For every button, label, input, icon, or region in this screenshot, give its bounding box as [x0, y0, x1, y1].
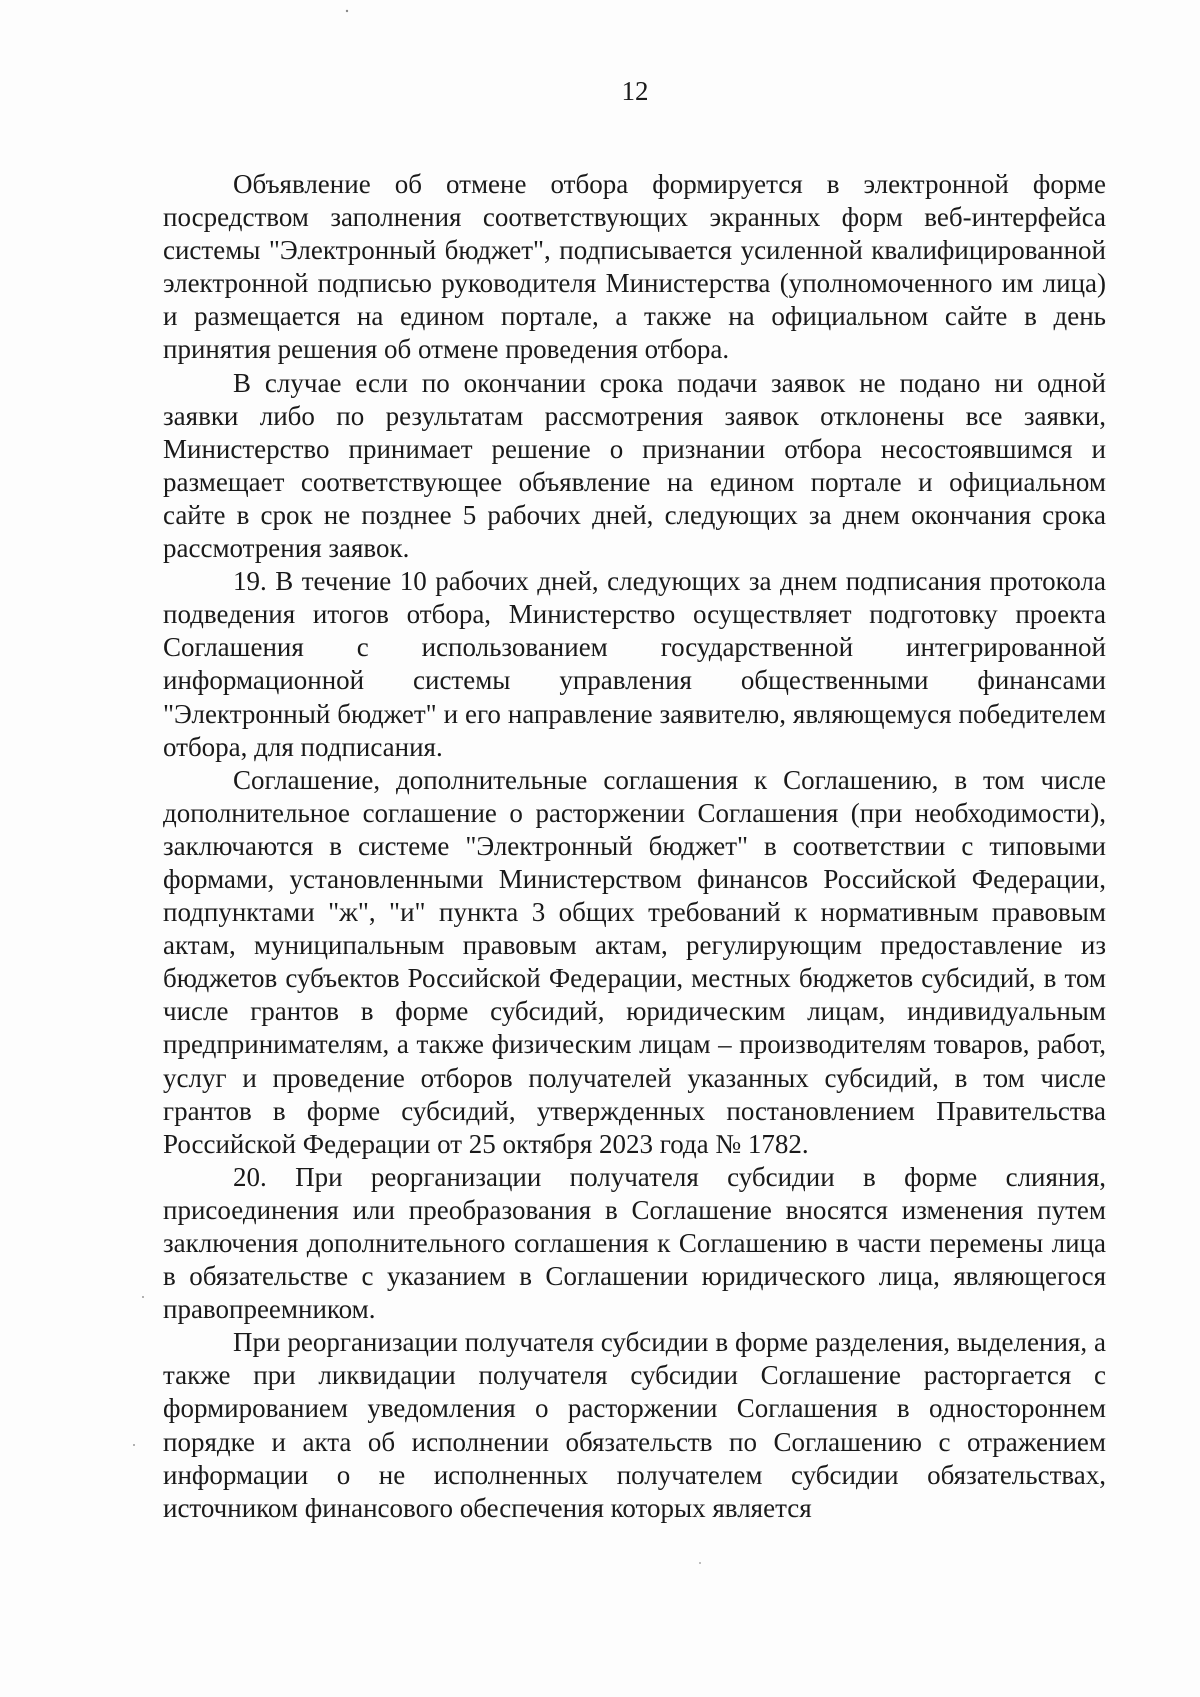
paragraph-item-20: 20. При реорганизации получателя субсидии в форме слияния, присоединения или преобразования в Соглашение вносятся изменения путем заключения дополнительного соглашения к Соглашению в части перемены лица в обязательстве с указанием в Соглашении юридического лица, являющегося правопреемником.	[163, 1161, 1106, 1325]
paragraph-cancel-announcement: Объявление об отмене отбора формируется в электронной форме посредством заполнения соответствующих экранных форм веб-интерфейса системы "Электронный бюджет", подписывается усиленной квалифицированной электронной подписью руководителя Министерства (уполномоченного им лица) и размещается на едином портале, а также на официальном сайте в день принятия решения об отмене проведения отбора.	[163, 169, 1106, 365]
document-body	[163, 168, 1106, 1525]
paragraph-failed-selection: В случае если по окончании срока подачи заявок не подано ни одной заявки либо по результатам рассмотрения заявок отклонены все заявки, Министерство принимает решение о признании отбора несостоявшимся и размещает соответствующее объявление на едином портале и официальном сайте в срок не позднее 5 рабочих дней, следующих за днем окончания срока рассмотрения заявок.	[163, 367, 1106, 564]
page-number: 12	[621, 76, 649, 106]
paragraph-reorganization-termination: При реорганизации получателя субсидии в форме разделения, выделения, а также при ликвидации получателя субсидии Соглашение расторгается с формированием уведомления о расторжении Соглашения в одностороннем порядке и акта об исполнении обязательств по Соглашению с отражением информации о не исполненных получателем субсидии обязательствах, источником финансового обеспечения которых является	[163, 1327, 1106, 1523]
paragraph-item-19: 19. В течение 10 рабочих дней, следующих за днем подписания протокола подведения итогов отбора, Министерство осуществляет подготовку проекта Соглашения с использованием государственной интегрированной информационной системы управления общественными финансами "Электронный бюджет" и его направление заявителю, являющемуся победителем отбора, для подписания.	[163, 566, 1106, 762]
paragraph-agreement-conclusion: Соглашение, дополнительные соглашения к Соглашению, в том числе дополнительное соглашение о расторжении Соглашения (при необходимости), заключаются в системе "Электронный бюджет" в соответствии с типовыми формами, установленными Министерством финансов Российской Федерации, подпунктами "ж", "и" пункта 3 общих требований к нормативным правовым актам, муниципальным правовым актам, регулирующим предоставление из бюджетов субъектов Российской Федерации, местных бюджетов субсидий, в том числе грантов в форме субсидий, юридическим лицам, индивидуальным предпринимателям, а также физическим лицам – производителям товаров, работ, услуг и проведение отборов получателей указанных субсидий, в том числе грантов в форме субсидий, утвержденных постановлением Правительства Российской Федерации от 25 октября 2023 года № 1782.	[163, 764, 1106, 1159]
